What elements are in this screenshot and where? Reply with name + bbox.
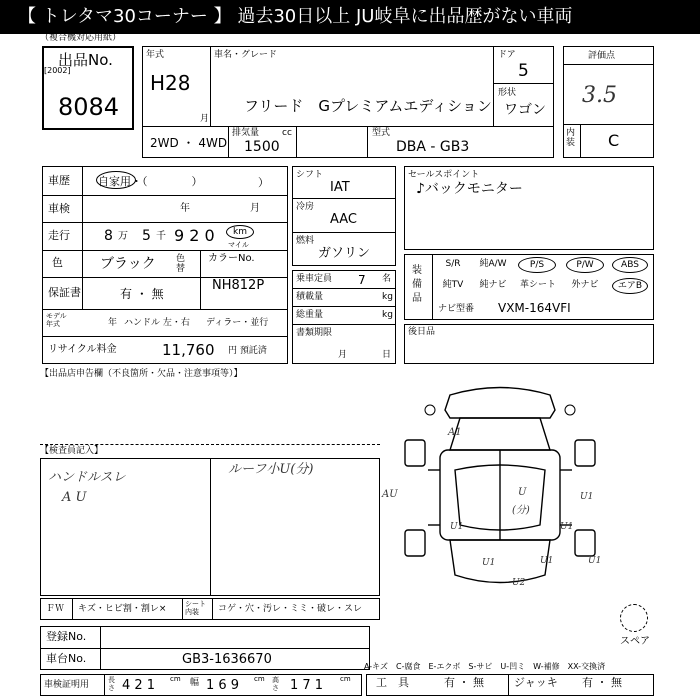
shift-value: IAT [330, 180, 350, 195]
fw-label: ＦＷ [46, 604, 65, 614]
model-year-handle: ハンドル 左・右 [124, 318, 190, 328]
fuel-value: ガソリン [318, 246, 371, 261]
history-value: 自家用・（ ） [98, 175, 203, 188]
mileage-man-unit: 万 [118, 231, 128, 242]
fuel-label: 燃料 [296, 236, 315, 246]
shift-label: シフト [296, 170, 324, 180]
seat-label: シート内装 [185, 600, 206, 616]
capacity-unit: 名 [382, 274, 392, 284]
history-label: 車歴 [48, 174, 70, 187]
year-value: H28 [150, 71, 191, 95]
deadline-month: 月 [338, 350, 348, 360]
aircon-value: AAC [330, 212, 357, 227]
diagram-mark-u2: U2 [512, 578, 526, 588]
color-value: ブラック [100, 256, 156, 272]
equip-ext-navi: 外ナビ [571, 280, 599, 290]
equip-navi: 純ナビ [479, 280, 507, 290]
model-value: DBA - GB3 [396, 139, 470, 155]
subheader: （複合機対応用紙） [40, 33, 122, 43]
name-label: 車名・グレード [214, 50, 278, 60]
lot-small: [2002] [44, 66, 71, 75]
displacement-value: 1500 [244, 139, 280, 155]
jack-label: ジャッキ [514, 676, 558, 689]
diagram-mark-u1-a: U1 [450, 522, 464, 532]
warranty-value: 有 ・ 無 [120, 287, 164, 301]
banner: 【 トレタマ30コーナー 】 過去30日以上 JU岐阜に出品歴がない車両 [0, 0, 700, 34]
later-box [404, 324, 654, 364]
cert-width-label: 幅 [190, 678, 200, 688]
drive-value: 2WD ・ 4WD [150, 136, 228, 150]
lot-number: 8084 [58, 93, 120, 121]
deadline-day: 日 [382, 350, 392, 360]
cert-height-value: 1 7 1 [290, 678, 324, 693]
equip-aw: 純A/W [479, 259, 507, 269]
dealer-notes-label: 【出品店申告欄（不良箇所・欠品・注意事項等）】 [40, 369, 243, 379]
year-label: 年式 [146, 50, 165, 60]
legend: A-キズ C-腐食 E-エクボ S-サビ U-凹ミ W-補修 XX-交換済 [364, 662, 606, 671]
fw-desc: キズ・ヒビ割・割レ× [78, 604, 167, 614]
later-label: 後日品 [408, 327, 436, 337]
equip-tv: 純TV [442, 280, 464, 290]
mileage-sen: 5 [142, 228, 151, 244]
cert-height-label: 高さ [272, 676, 279, 692]
tools-label: 工 具 [376, 676, 409, 689]
equip-ps: P/S [518, 257, 556, 273]
load-unit: kg [382, 292, 393, 302]
cert-width-value: 1 6 9 [206, 678, 240, 693]
mileage-km-circle: km [226, 225, 254, 239]
diagram-mark-u: U [518, 487, 527, 498]
inspection-year: 年 [180, 203, 190, 214]
warranty-label: 保証書 [48, 286, 81, 299]
jack-value: 有 ・ 無 [582, 676, 622, 689]
recycle-label: リサイクル料金 [48, 344, 117, 355]
year-month-suffix: 月 [200, 114, 210, 124]
cert-label: 車検証明用 [44, 680, 90, 690]
navi-label: ナビ型番 [438, 304, 475, 314]
inspector-note-3: ルーフ小U(分) [228, 462, 314, 477]
mileage-mile: マイル [228, 241, 249, 249]
color-code-value: NH812P [212, 278, 265, 293]
mileage-man: 8 [104, 228, 113, 244]
sales-point-value: ♪バックモニター [416, 181, 523, 197]
shape-value: ワゴン [504, 102, 546, 118]
inspection-month: 月 [250, 203, 260, 214]
history-close-paren: ） [258, 176, 269, 189]
load-label: 積載量 [296, 292, 324, 302]
navi-value: VXM-164VFI [498, 301, 571, 315]
cert-length-cm: cm [170, 675, 181, 683]
doors-label: ドア [498, 50, 516, 60]
cert-length-label: 長さ [108, 676, 115, 692]
diagram-mark-u1-d: U1 [482, 558, 496, 568]
recycle-value: 11,760 [162, 341, 215, 359]
equip-sr: S/R [445, 259, 461, 269]
cert-width-cm: cm [254, 675, 265, 683]
car-diagram [400, 380, 600, 600]
mileage-label: 走行 [48, 229, 70, 242]
diagram-mark-u1-f: U1 [588, 556, 602, 566]
mileage-rest: 9 2 0 [174, 226, 215, 245]
diagram-mark-a1: A1 [448, 427, 462, 438]
cert-height-cm: cm [340, 675, 351, 683]
chassis-value: GB3-1636670 [182, 652, 272, 667]
diagram-mark-u1-e: U1 [540, 556, 554, 566]
recycle-unit: 円 預託済 [228, 346, 267, 356]
repaint-label: 色替 [176, 254, 186, 274]
color-label: 色 [52, 256, 63, 269]
interior-value: C [608, 131, 620, 150]
shape-label: 形状 [498, 88, 517, 98]
capacity-label: 乗車定員 [296, 274, 333, 284]
equipment-label: 装備品 [412, 265, 422, 304]
mileage-sen-unit: 千 [156, 231, 166, 242]
chassis-label: 車台No. [46, 652, 87, 665]
spare-label: スペア [620, 636, 650, 647]
equip-airbag: エアB [612, 278, 648, 294]
aircon-label: 冷房 [296, 202, 315, 212]
displacement-unit: cc [282, 128, 292, 138]
model-year-label: モデル年式 [46, 312, 67, 328]
grade-label: 評価点 [588, 51, 616, 61]
spare-circle [620, 604, 648, 632]
tools-value: 有 ・ 無 [444, 676, 484, 689]
displacement-label: 排気量 [232, 128, 260, 138]
history-circle [96, 171, 136, 189]
lot-label: 出品No. [58, 51, 113, 69]
sales-point-label: セールスポイント [408, 170, 480, 180]
model-year-year: 年 [108, 318, 118, 328]
diagram-mark-u1-c: U1 [580, 492, 594, 502]
cert-length-value: 4 2 1 [122, 678, 156, 693]
equip-abs: ABS [612, 257, 648, 273]
model-label: 型式 [372, 128, 391, 138]
inspection-label: 車検 [48, 202, 70, 215]
weight-label: 総重量 [296, 310, 324, 320]
name-value: フリード Gプレミアムエディション [244, 97, 492, 115]
interior-label: 内装 [566, 128, 576, 148]
diagram-mark-bun: (分) [512, 505, 530, 516]
diagram-mark-u1-b: U1 [560, 522, 574, 532]
color-code-label: カラーNo. [208, 253, 255, 264]
grade-value: 3.5 [582, 83, 617, 108]
deadline-label: 書類期限 [296, 328, 333, 338]
diagram-mark-au: AU [382, 489, 398, 500]
model-year-dealer: ディラー・並行 [206, 318, 269, 328]
capacity-value: 7 [358, 273, 366, 287]
weight-unit: kg [382, 310, 393, 320]
inspector-note-2: A U [62, 490, 87, 505]
equip-leather: 革シート [519, 280, 556, 290]
seat-desc: コゲ・穴・汚レ・ミミ・破レ・スレ [218, 604, 363, 614]
registration-label: 登録No. [46, 630, 87, 643]
inspector-note-1: ハンドルスレ [48, 470, 126, 485]
doors-value: 5 [518, 61, 529, 81]
inspector-label: 【検査員記入】 [40, 446, 104, 456]
equip-pw: P/W [566, 257, 604, 273]
